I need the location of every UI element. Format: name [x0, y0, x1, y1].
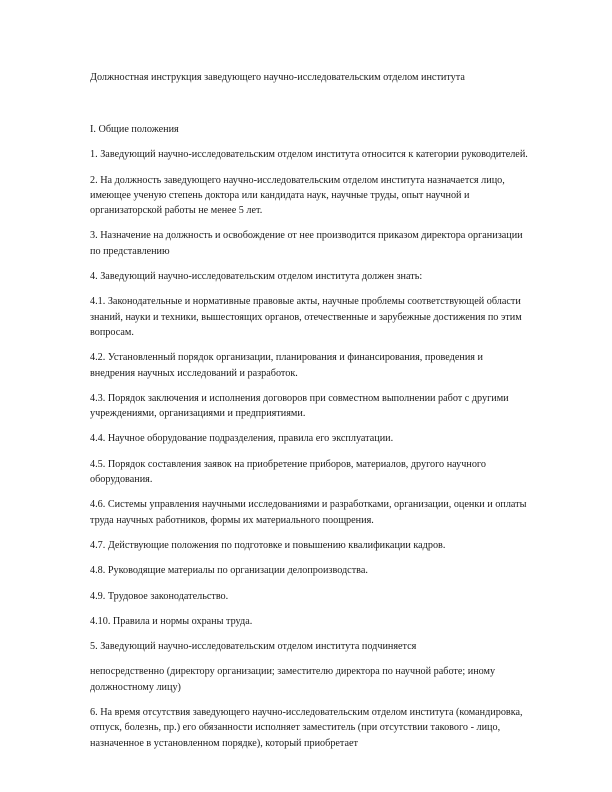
section-heading: I. Общие положения [90, 124, 179, 135]
paragraph-6: 6. На время отсутствия заведующего научно-исследовательским отделом института (командировка, отпуск, болезнь, пр.) его обязанности исполняет заместитель (при отсутствии такового - лицо, назначенное в установленном порядке), который приобретает [90, 707, 523, 749]
paragraph-2: 2. На должность заведующего научно-исследовательским отделом института назначается лицо, имеющее ученую степень доктора или кандидата наук, научные труды, опыт научной и организаторской работы не менее 5 лет. [90, 174, 505, 217]
paragraph-4-9: 4.9. Трудовое законодательство. [90, 590, 229, 602]
paragraph-5: 5. Заведующий научно-исследовательским отделом института подчиняется [90, 641, 417, 653]
paragraph-4-3: 4.3. Порядок заключения и исполнения договоров при совместном выполнении работ с другими учреждениями, организациями и предприятиями. [90, 392, 509, 420]
paragraph-4-5: 4.5. Порядок составления заявок на приобретение приборов, материалов, другого научного оборудования. [90, 458, 486, 486]
paragraph-4-6: 4.6. Системы управления научными исследованиями и разработками, организации, оценки и оплаты труда научных работников, формы их материального поощрения. [90, 499, 527, 526]
paragraph-4-1: 4.1. Законодательные и нормативные правовые акты, научные проблемы соответствующей области знаний, науки и техники, вышестоящих органов, отечественные и зарубежные достижения по этим вопросам. [90, 296, 522, 338]
document-title: Должностная инструкция заведующего научно-исследовательским отделом института [90, 72, 465, 83]
paragraph-4-10: 4.10. Правила и нормы охраны труда. [90, 615, 253, 627]
paragraph-1: 1. Заведующий научно-исследовательским отделом института относится к категории руководителей. [90, 149, 528, 161]
paragraph-3: 3. Назначение на должность и освобождение от нее производится приказом директора организации по представлению [90, 230, 523, 257]
paragraph-5-continued: непосредственно (директору организации; заместителю директора по научной работе; иному должностному лицу) [90, 666, 496, 693]
paragraph-4-7: 4.7. Действующие положения по подготовке и повышению квалификации кадров. [90, 539, 446, 551]
paragraph-4-8: 4.8. Руководящие материалы по организации делопроизводства. [90, 565, 368, 577]
paragraph-4-2: 4.2. Установленный порядок организации, планирования и финансирования, проведения и внедрения научных исследований и разработок. [90, 352, 483, 379]
paragraph-4: 4. Заведующий научно-исследовательским отделом института должен знать: [90, 271, 423, 283]
paragraph-4-4: 4.4. Научное оборудование подразделения, правила его эксплуатации. [90, 433, 394, 445]
document-body [90, 122, 530, 761]
